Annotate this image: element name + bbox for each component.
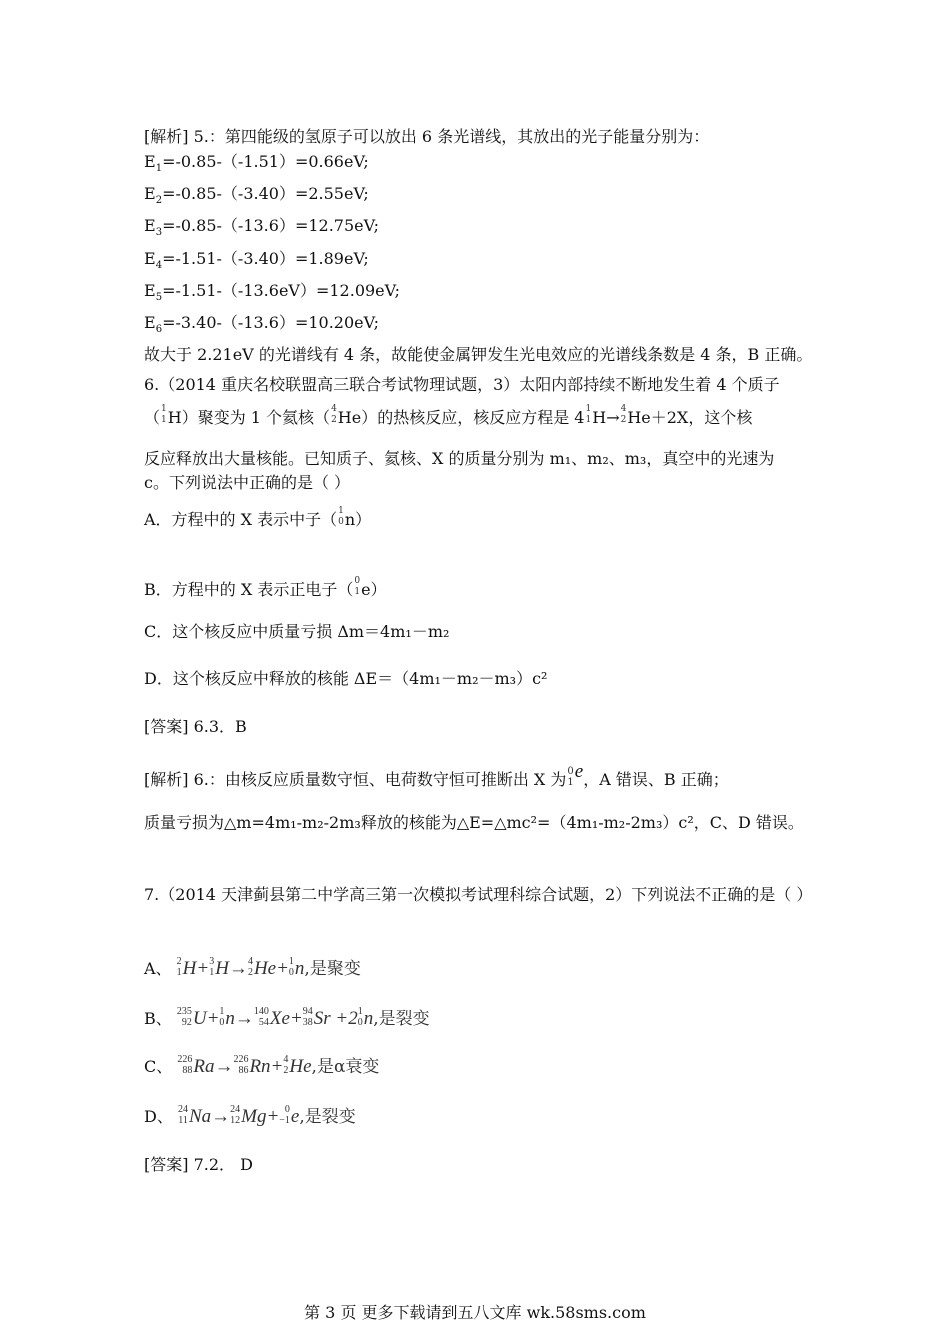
question-6-line3: 反应释放出大量核能。已知质子、氦核、X 的质量分别为 m₁、m₂、m₃，真空中的光速为 [144, 449, 775, 468]
analysis-5-head: [解析] 5.：第四能级的氢原子可以放出 6 条光谱线，其放出的光子能量分别为： [144, 127, 710, 146]
equation-d: 24 11 Na→ 24 12 Mg+ 0 −1 e,是裂变 [177, 1103, 356, 1127]
page-footer: 第 3 页 更多下载请到五八文库 wk.58sms.com [304, 1303, 646, 1322]
question-7-stem: 7.（2014 天津蓟县第二中学高三第一次模拟考试理科综合试题，2）下列说法不正确的是（ ） [144, 885, 813, 904]
question-6-line2: （ 1 1 H）聚变为 1 个氦核（ 4 2 He）的热核反应，核反应方程是 4 1 1 H→ 4 2 He＋2X，这个核 [144, 403, 753, 427]
energy-line-5: $E_5=-1.51-(-13.6eV)=12.09eV$; [144, 280, 400, 303]
question-6-analysis: [解析] 6.：由核反应质量数守恒、电荷数守恒可推断出 X 为 0 1 e，A 错误、B 正确； [144, 761, 729, 789]
energy-line-1: $E_1=-0.85-(-1.51)=0.66eV$; [144, 152, 369, 175]
question-6-option-c: C．这个核反应中质量亏损 Δm＝4m₁－m₂ [144, 622, 450, 641]
question-7-option-b: B、 235 92 U+ 1 0 n→ 140 54 Xe+ 94 38 Sr +2 1 0 n,是裂变 [144, 1005, 430, 1029]
energy-line-6: $E_6=-3.40-(-13.6)=10.20eV$; [144, 312, 379, 336]
question-6-line1: 6.（2014 重庆名校联盟高三联合考试物理试题，3）太阳内部持续不断地发生着 4 个质子 [144, 375, 780, 394]
question-6-line4: c。下列说法中正确的是（ ） [144, 473, 351, 492]
energy-line-2: $E_2=-0.85-(-3.40)=2.55eV$; [144, 184, 369, 207]
question-7-answer: [答案] 7.2． D [144, 1155, 253, 1174]
question-7-option-a: A、 2 1 H+ 3 1 H→ 4 2 He+ 1 0 n,是聚变 [144, 955, 361, 979]
analysis-5 [144, 124, 814, 367]
analysis-5-conclusion: 故大于 2.21eV 的光谱线有 4 条，故能使金属钾发生光电效应的光谱线条数是 4 条，B 正确。 [144, 345, 813, 365]
equation-b: 235 92 U+ 1 0 n→ 140 54 Xe+ 94 38 Sr +2 1 0 n,是裂变 [176, 1005, 430, 1029]
energy-line-3: $E_3=-0.85-(-13.6)=12.75eV$; [144, 216, 379, 239]
equation-a: 2 1 H+ 3 1 H→ 4 2 He+ 1 0 n,是聚变 [176, 955, 361, 979]
question-6-option-b: B．方程中的 X 表示正电子（ 0 1 e） [144, 575, 387, 599]
question-7-option-d: D、 24 11 Na→ 24 12 Mg+ 0 −1 e,是裂变 [144, 1103, 356, 1127]
question-6-option-d: D．这个核反应中释放的核能 ΔE＝（4m₁－m₂－m₃）c² [144, 669, 548, 688]
question-6-option-a: A．方程中的 X 表示中子（ 1 0 n） [144, 505, 372, 529]
question-7-option-c: C、 226 88 Ra→ 226 86 Rn+ 4 2 He,是α衰变 [144, 1053, 380, 1077]
energy-line-4: $E_4=-1.51-(-3.40)=1.89eV$; [144, 248, 369, 271]
question-6-answer: [答案] 6.3．B [144, 717, 247, 736]
equation-c: 226 88 Ra→ 226 86 Rn+ 4 2 He,是α衰变 [177, 1053, 380, 1077]
question-6-analysis-2: 质量亏损为△m=4m₁-m₂-2m₃释放的核能为△E=△mc²=（4m₁-m₂-2m₃）c²，C、D 错误。 [144, 813, 804, 832]
